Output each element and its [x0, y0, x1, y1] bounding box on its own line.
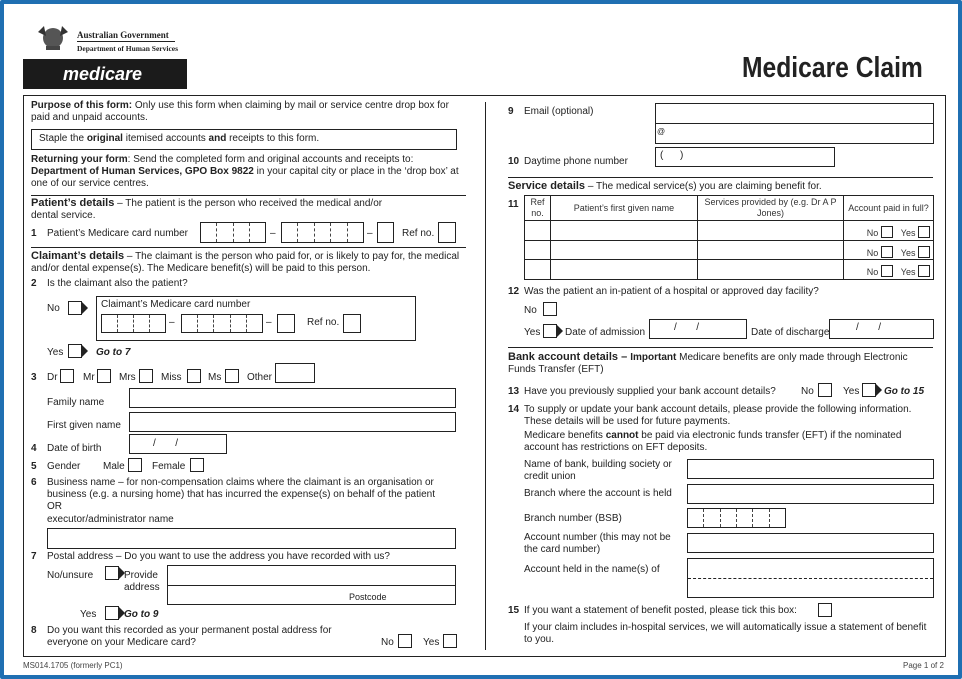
q3-number: 3 [31, 372, 37, 383]
digit-cell [704, 509, 720, 527]
page-title: Medicare Claim [742, 52, 923, 84]
coat-of-arms-logo [34, 22, 72, 54]
digit-cell [721, 509, 737, 527]
q7-label: Postal address – Do you want to use the address you have recorded with us? [47, 551, 390, 562]
female-label: Female [152, 461, 186, 472]
paid-cell: No Yes [844, 221, 934, 241]
patient-card-part3-input[interactable] [377, 222, 394, 243]
statement-checkbox[interactable] [818, 603, 832, 617]
dept-name: Department of Human Services [77, 44, 179, 53]
digit-cell [134, 315, 150, 332]
title-mrs-checkbox[interactable] [139, 369, 153, 383]
digit-cell [250, 223, 265, 242]
q2-number: 2 [31, 278, 37, 289]
divider [31, 195, 466, 196]
name-cell[interactable] [551, 241, 698, 260]
title-other-label: Other [247, 372, 273, 383]
no-label: No [381, 637, 394, 648]
claimant-card-part2-input[interactable] [181, 314, 263, 333]
gov-name: Australian Government [77, 30, 169, 40]
digit-cell [182, 315, 198, 332]
title-dr-checkbox[interactable] [60, 369, 74, 383]
ref-cell[interactable] [525, 241, 551, 260]
table-row [525, 241, 934, 260]
gender-label: Gender [47, 461, 81, 472]
yes-label: Yes [47, 347, 64, 358]
title-ms-label: Ms [208, 372, 222, 383]
q15-note: If your claim includes in-hospital services, we will automatically issue a statement of benefit to you. [524, 622, 927, 645]
given-name-label: First given name [47, 420, 121, 431]
q10-number: 10 [508, 156, 520, 167]
q15-number: 15 [508, 605, 520, 616]
account-number-input[interactable] [687, 533, 934, 553]
digit-cell [201, 223, 217, 242]
phone-input[interactable]: ( ) [655, 147, 835, 167]
account-name-label: Account held in the name(s) of [524, 564, 660, 575]
paid-cell: No Yes [844, 260, 934, 280]
yes-label: Yes [843, 386, 860, 397]
provider-cell[interactable] [698, 221, 844, 241]
phone-label: Daytime phone number [524, 156, 628, 167]
arrow-icon [82, 302, 88, 314]
digit-cell [315, 223, 331, 242]
q13-number: 13 [508, 386, 520, 397]
postal-address-input[interactable] [167, 565, 456, 605]
yes-label: Yes [423, 637, 440, 648]
dash: – [270, 228, 276, 239]
patient-card-part1-input[interactable] [200, 222, 266, 243]
paid-cell: No Yes [844, 241, 934, 260]
yes-label: Yes [524, 327, 541, 338]
claimant-ref-input[interactable] [343, 314, 361, 333]
provide-address-label: Provide address [124, 570, 160, 593]
service-heading: Service details – The medical service(s) you are claiming benefit for. [508, 180, 822, 192]
paid-yes-checkbox[interactable] [918, 246, 930, 258]
no-label: No [524, 305, 537, 316]
medicare-banner [23, 59, 187, 89]
dob-label: Date of birth [47, 443, 102, 454]
form-code: MS014.1705 (formerly PC1) [23, 661, 123, 670]
title-mr-label: Mr [83, 372, 95, 383]
dash: – [169, 317, 175, 328]
postcode-label: Postcode [349, 592, 387, 602]
executor-label: executor/administrator name [47, 514, 174, 525]
or-label: OR [47, 501, 62, 512]
divider [31, 247, 466, 248]
page-number: Page 1 of 2 [903, 661, 944, 670]
digit-cell [102, 315, 118, 332]
female-checkbox[interactable] [190, 458, 204, 472]
permanent-address-no-checkbox[interactable] [398, 634, 412, 648]
paid-yes-checkbox[interactable] [918, 265, 930, 277]
address-yes-checkbox[interactable] [105, 606, 119, 620]
male-label: Male [103, 461, 125, 472]
digit-cell [737, 509, 753, 527]
q7-number: 7 [31, 551, 37, 562]
q12-number: 12 [508, 286, 520, 297]
col-paid-in-full: Account paid in full? [844, 196, 934, 221]
digit-cell [298, 223, 314, 242]
at-sign: @ [657, 127, 666, 136]
column-divider [485, 102, 486, 650]
q6-label: Business name – for non-compensation claims where the claimant is an organisation or business (e.g. a nursing home) that has incurred the expense(s) on behalf of the patient [47, 477, 436, 500]
col-ref: Ref no. [525, 196, 551, 221]
date-separators: / / [153, 438, 179, 449]
name-cell[interactable] [551, 260, 698, 280]
yes-label: Yes [80, 609, 97, 620]
title-other-input[interactable] [275, 363, 315, 383]
family-name-input[interactable] [129, 388, 456, 408]
claimant-card-part1-input[interactable] [101, 314, 166, 333]
bsb-label: Branch number (BSB) [524, 513, 622, 524]
title-mrs-label: Mrs [119, 372, 136, 383]
arrow-icon [876, 384, 882, 396]
male-checkbox[interactable] [128, 458, 142, 472]
q1-number: 1 [31, 228, 37, 239]
eft-note: Medicare benefits cannot be paid via electronic funds transfer (EFT) if the nominated account has restrictions on EFT deposits. [524, 430, 902, 453]
business-name-input[interactable] [47, 528, 456, 549]
inpatient-no-checkbox[interactable] [543, 302, 557, 316]
table-header [525, 196, 934, 221]
paid-no-checkbox[interactable] [881, 226, 893, 238]
claimant-is-patient-checkbox[interactable] [68, 344, 82, 358]
q8-label: Do you want this recorded as your permanent postal address for everyone on your Medicare card? [47, 625, 332, 648]
paid-no-checkbox[interactable] [881, 265, 893, 277]
q6-number: 6 [31, 477, 37, 488]
dash: – [266, 317, 272, 328]
provider-cell[interactable] [698, 241, 844, 260]
dash: – [367, 228, 373, 239]
ref-cell[interactable] [525, 221, 551, 241]
ref-label: Ref no. [402, 228, 435, 239]
arrow-icon [82, 345, 88, 357]
dob-input[interactable] [129, 434, 227, 454]
ref-cell[interactable] [525, 260, 551, 280]
discharge-date-input[interactable]: / / [829, 319, 934, 339]
given-name-input[interactable] [129, 412, 456, 432]
digit-cell [753, 509, 769, 527]
q1-label: Patient’s Medicare card number [47, 228, 188, 239]
no-unsure-label: No/unsure [47, 570, 94, 581]
claimant-heading: Claimant’s details – The claimant is the person who paid for, or is likely to pay for, the medical and/or dental expense(s). The Medicare benefit(s) will be paid to this person. [31, 250, 460, 274]
digit-cell [234, 223, 250, 242]
digit-cell [214, 315, 230, 332]
inpatient-yes-checkbox[interactable] [543, 324, 557, 338]
no-label: No [47, 303, 60, 314]
digit-cell [231, 315, 247, 332]
digit-cell [118, 315, 134, 332]
digit-cell [217, 223, 233, 242]
admission-label: Date of admission [565, 327, 646, 338]
digit-cell [770, 509, 785, 527]
discharge-label: Date of discharge [751, 327, 830, 338]
goto-7-label: Go to 7 [96, 347, 131, 358]
table-row [525, 260, 934, 280]
divider [508, 347, 933, 348]
digit-cell [282, 223, 298, 242]
divider [77, 41, 175, 42]
permanent-address-yes-checkbox[interactable] [443, 634, 457, 648]
bank-supplied-yes-checkbox[interactable] [862, 383, 876, 397]
col-patient-name: Patient’s first given name [551, 196, 698, 221]
purpose-text: Purpose of this form: Only use this form when claiming by mail or service centre drop box for paid and unpaid accounts. [31, 100, 449, 123]
q12-label: Was the patient an in-patient of a hospital or approved day facility? [524, 286, 819, 297]
claimant-card-label: Claimant’s Medicare card number [101, 299, 251, 310]
name-cell[interactable] [551, 221, 698, 241]
bank-name-label: Name of bank, building society or credit union [524, 459, 672, 482]
branch-label: Branch where the account is held [524, 488, 672, 499]
paid-yes-checkbox[interactable] [918, 226, 930, 238]
medicare-logo: medicare [63, 64, 143, 84]
q4-number: 4 [31, 443, 37, 454]
claimant-not-patient-checkbox[interactable] [68, 301, 82, 315]
q8-number: 8 [31, 625, 37, 636]
title-miss-checkbox[interactable] [187, 369, 201, 383]
provider-cell[interactable] [698, 260, 844, 280]
paid-no-checkbox[interactable] [881, 246, 893, 258]
divider [508, 177, 933, 178]
q15-label: If you want a statement of benefit posted, please tick this box: [524, 605, 797, 616]
digit-cell [331, 223, 347, 242]
ref-label: Ref no. [307, 317, 340, 328]
patient-ref-input[interactable] [438, 222, 456, 243]
q14-number: 14 [508, 404, 520, 415]
address-no-unsure-checkbox[interactable] [105, 566, 119, 580]
title-miss-label: Miss [161, 372, 182, 383]
no-label: No [801, 386, 814, 397]
digit-cell [150, 315, 165, 332]
title-mr-checkbox[interactable] [97, 369, 111, 383]
digit-cell [688, 509, 704, 527]
title-ms-checkbox[interactable] [225, 369, 239, 383]
bank-name-input[interactable] [687, 459, 934, 479]
q11-number: 11 [508, 199, 519, 210]
q5-number: 5 [31, 461, 37, 472]
q13-label: Have you previously supplied your bank account details? [524, 386, 776, 397]
service-table [524, 195, 934, 280]
goto-15-label: Go to 15 [884, 386, 925, 397]
goto-9-label: Go to 9 [124, 609, 159, 620]
bank-supplied-no-checkbox[interactable] [818, 383, 832, 397]
q2-label: Is the claimant also the patient? [47, 278, 188, 289]
claimant-card-part3-input[interactable] [277, 314, 295, 333]
bank-heading: Bank account details – Important Medicare benefits are only made through Electronic Funds Transfer (EFT) [508, 351, 908, 375]
account-name-input[interactable] [687, 558, 934, 598]
staple-notice: Staple the original itemised accounts and receipts to this form. [31, 129, 457, 150]
branch-input[interactable] [687, 484, 934, 504]
arrow-icon [557, 325, 563, 337]
digit-cell [348, 223, 363, 242]
patient-heading: Patient’s details – The patient is the person who received the medical and/or dental service. [31, 197, 383, 221]
email-input[interactable] [655, 103, 934, 144]
title-dr-label: Dr [47, 372, 58, 383]
bsb-input[interactable] [687, 508, 786, 528]
returning-text: Returning your form: Send the completed form and original accounts and receipts to: Department of Human Services, GPO Box 9822 in your capital city or place in the ‘drop box’ at one of our service centres. [31, 154, 459, 189]
admission-date-input[interactable]: / / [649, 319, 747, 339]
family-name-label: Family name [47, 397, 105, 408]
q14-label: To supply or update your bank account details, please provide the following information. These details will be used for future payments. [524, 404, 912, 427]
q9-number: 9 [508, 106, 514, 117]
table-row [525, 221, 934, 241]
digit-cell [247, 315, 262, 332]
patient-card-part2-input[interactable] [281, 222, 364, 243]
email-label: Email (optional) [524, 106, 594, 117]
account-number-label: Account number (this may not be the card number) [524, 532, 671, 555]
digit-cell [198, 315, 214, 332]
col-services-by: Services provided by (e.g. Dr A P Jones) [698, 196, 844, 221]
